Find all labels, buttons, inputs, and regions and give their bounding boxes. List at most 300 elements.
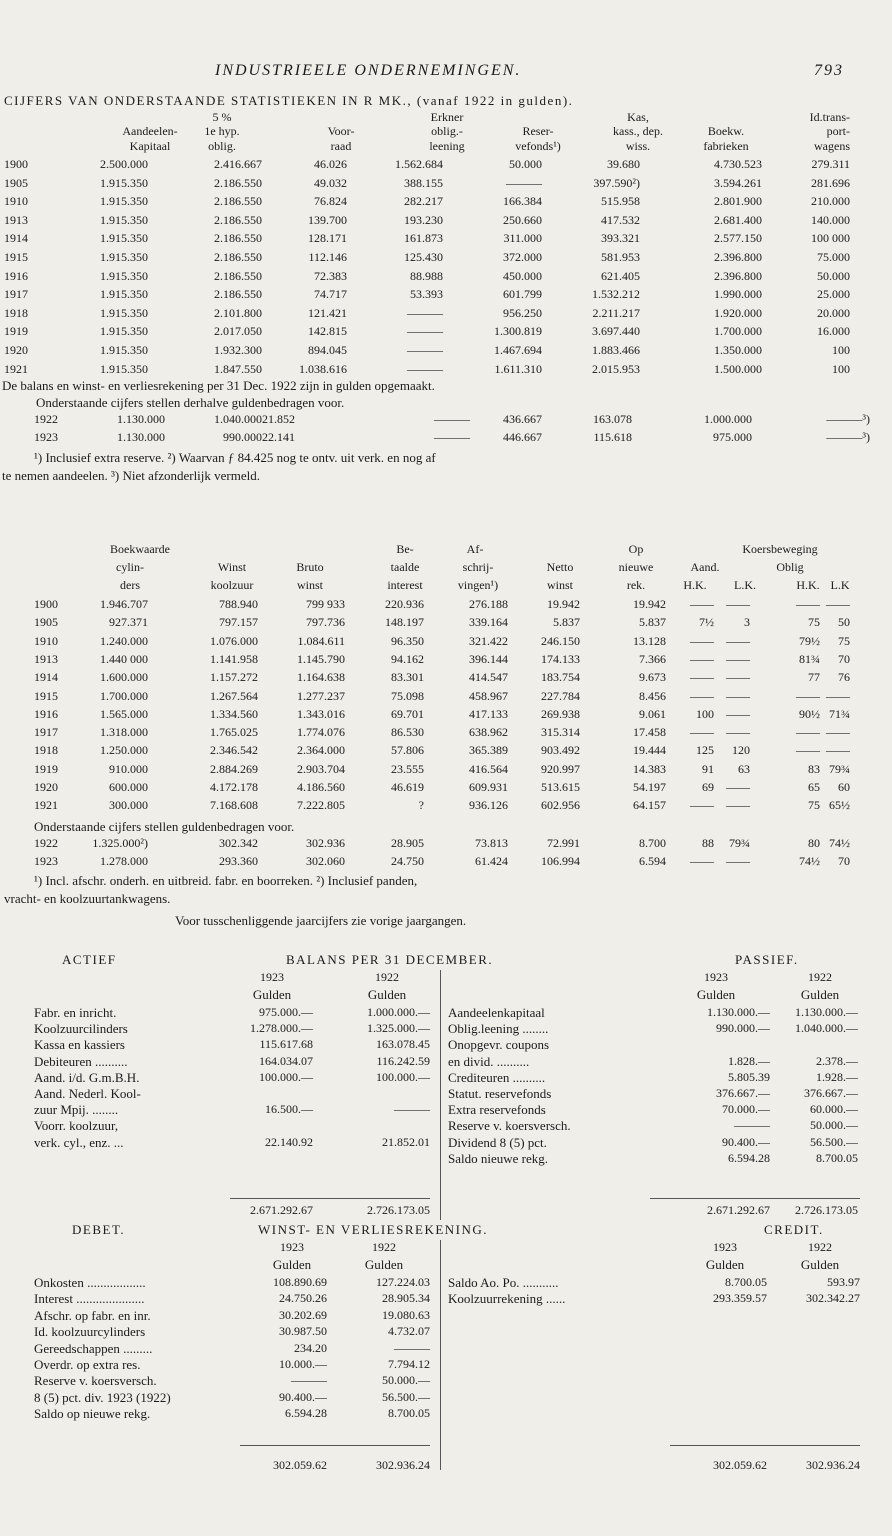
table-cell: ———	[291, 1373, 327, 1388]
row-label: Onopgevr. coupons	[448, 1037, 550, 1053]
column-header: cylin-	[116, 560, 144, 574]
table-cell: 300.000	[109, 798, 148, 813]
column-header: koolzuur	[210, 578, 254, 592]
table-cell: 276.188	[469, 597, 508, 611]
table-cell: 1.915.350	[100, 194, 148, 209]
table-cell: ——	[690, 633, 714, 648]
table-cell: 23.555	[391, 761, 424, 776]
table-cell: 3	[744, 615, 750, 630]
column-header: 1922	[375, 970, 399, 984]
table-cell: 166.384	[503, 194, 542, 209]
table-cell: 74½	[799, 854, 820, 868]
footnote: te nemen aandeelen. ³) Niet afzonderlijk vermeld.	[2, 468, 261, 483]
table-cell: 69.701	[391, 706, 424, 721]
table-cell: 7.168.608	[210, 798, 258, 813]
table-cell: 1.000.000	[704, 412, 752, 426]
table-cell: 4.186.560	[297, 780, 345, 794]
table-cell: 75	[838, 633, 850, 648]
table-cell: 22.140.92	[265, 1134, 313, 1149]
table-cell: 24.750	[391, 854, 424, 868]
table-cell: ———	[407, 343, 443, 357]
row-label: Fabr. en inricht.	[34, 1005, 117, 1020]
table-cell: 1916	[34, 706, 58, 721]
table-cell: 1918	[34, 743, 58, 758]
table-cell: 69	[702, 780, 714, 794]
table-cell: 75	[808, 798, 820, 813]
table-cell: 975.000.—	[259, 1005, 313, 1019]
table-cell: 1.164.638	[297, 670, 345, 685]
row-label: Voorr. koolzuur,	[34, 1118, 119, 1134]
table-cell: 125	[696, 743, 714, 758]
table-cell: 282.217	[404, 194, 443, 209]
table-cell: 64.157	[633, 798, 666, 813]
row-label: Oblig.leening ........	[448, 1021, 549, 1037]
table-cell: ——	[690, 688, 714, 703]
table-cell: 1.774.076	[297, 725, 345, 740]
row-label: Koolzuurrekening ......	[448, 1291, 566, 1307]
column-header: Gulden	[252, 987, 292, 1002]
table-cell: 183.754	[541, 670, 580, 685]
table-cell: 458.967	[469, 688, 508, 703]
row-label: Debiteuren ..........	[34, 1053, 128, 1069]
table-cell: ——	[726, 633, 750, 648]
table-cell: 1921	[34, 798, 58, 813]
row-label: verk. cyl., enz. ...	[34, 1134, 124, 1150]
table-cell: 108.890.69	[273, 1275, 327, 1289]
row-label: Afschr. op fabr. en inr.	[34, 1307, 151, 1323]
table-cell: 21.852	[262, 412, 295, 426]
table-cell: 910.000	[109, 761, 148, 776]
table-cell: 2.186.550	[214, 268, 262, 283]
column-header: oblig.	[208, 139, 236, 153]
table-cell: 936.126	[469, 798, 508, 813]
table-cell: 96.350	[391, 633, 424, 648]
table-cell: 1.325.000.—	[367, 1021, 430, 1036]
column-header: winst	[546, 578, 573, 592]
column-header: Kapitaal	[129, 139, 171, 153]
table-cell: 414.547	[469, 670, 508, 685]
table-cell: 1900	[4, 157, 28, 171]
table-cell: 1.130.000	[117, 412, 165, 426]
column-header: Aand.	[690, 560, 720, 574]
table-cell: 1.932.300	[214, 343, 262, 357]
table-cell: 116.242.59	[376, 1053, 430, 1068]
column-header: Gulden	[800, 987, 840, 1002]
table-cell: 22.141	[262, 430, 295, 444]
column-header: schrij-	[462, 560, 494, 574]
table-cell: 315.314	[541, 725, 580, 740]
table-cell: 19.080.63	[382, 1307, 430, 1322]
table-cell: 163.078.45	[376, 1037, 430, 1052]
table-cell: 1922	[34, 836, 58, 850]
table-cell: 80	[808, 836, 820, 850]
table-cell: 127.224.03	[376, 1275, 430, 1289]
row-label: Id. koolzuurcylinders	[34, 1324, 146, 1340]
table-cell: 148.197	[385, 615, 424, 630]
table-cell: ——	[796, 743, 820, 758]
row-label: Aand. Nederl. Kool-	[34, 1086, 141, 1101]
column-header: H.K.	[683, 578, 707, 592]
table-cell: 7.794.12	[388, 1357, 430, 1371]
table-cell: 90.400.—	[722, 1134, 770, 1149]
column-divider	[440, 1240, 441, 1470]
table-note: De balans en winst- en verliesrekening per 31 Dec. 1922 zijn in gulden opgemaakt.	[2, 378, 435, 393]
table-cell: 19.942	[633, 597, 666, 611]
column-header: 1922	[808, 1240, 832, 1254]
table-note: Onderstaande cijfers stellen derhalve guldenbedragen voor.	[36, 395, 345, 410]
table-cell: 281.696	[811, 175, 850, 190]
section-label: CREDIT.	[764, 1222, 824, 1237]
table-cell: 4.730.523	[714, 157, 762, 171]
row-label: Gereedschappen .........	[34, 1340, 153, 1356]
table-cell: 1.040.000.—	[795, 1021, 858, 1036]
table-cell: 6.594	[639, 854, 666, 868]
total-rule	[670, 1445, 860, 1446]
table-cell: 74½	[829, 836, 850, 850]
column-header: H.K.	[796, 578, 820, 592]
table-cell: 86.530	[391, 725, 424, 740]
table-cell: 125.430	[404, 250, 443, 264]
table-cell: 1.946.707	[100, 597, 148, 611]
table-cell: 1.883.466	[592, 343, 640, 357]
table-cell: 1.915.350	[100, 268, 148, 283]
table-cell: 1.130.000	[117, 430, 165, 444]
table-cell: 609.931	[469, 780, 508, 794]
table-cell: 140.000	[811, 212, 850, 227]
table-cell: ———	[394, 1340, 430, 1355]
table-cell: 302.060	[306, 854, 345, 868]
table-cell: 302.936	[306, 836, 345, 850]
table-cell: ——	[826, 743, 850, 758]
table-cell: 1.915.350	[100, 250, 148, 264]
table-cell: 227.784	[541, 688, 580, 703]
total-rule	[240, 1445, 430, 1446]
table-cell: 76	[838, 670, 850, 685]
table-cell: 6.594.28	[728, 1150, 770, 1165]
table-cell: ———	[506, 175, 542, 190]
footnote: ¹) Incl. afschr. onderh. en uitbreid. fabr. en boorreken. ²) Inclusief panden,	[34, 873, 418, 888]
table-cell: 1.267.564	[210, 688, 258, 703]
table-cell: 2.015.953	[592, 361, 640, 376]
table-cell: 990.000	[223, 430, 262, 444]
table-cell: 142.815	[308, 324, 347, 339]
table-cell: ——	[826, 597, 850, 611]
row-label: Kassa en kassiers	[34, 1037, 125, 1053]
table-cell: 956.250	[503, 305, 542, 320]
table-cell: 339.164	[469, 615, 508, 630]
column-header: taalde	[390, 560, 420, 574]
table-cell: 63	[738, 761, 750, 776]
table-cell: 106.994	[541, 854, 580, 868]
table-cell: 1.157.272	[210, 670, 258, 685]
table-cell: ———³)	[826, 430, 870, 444]
table-cell: 1922	[34, 412, 58, 426]
column-header: Gulden	[800, 1257, 840, 1272]
table-cell: 1.350.000	[714, 343, 762, 357]
table-cell: 2.101.800	[214, 305, 262, 320]
table-cell: 293.360	[219, 854, 258, 868]
table-cell: 396.144	[469, 651, 508, 666]
table-cell: 1.277.237	[297, 688, 345, 703]
table-cell: ——	[690, 651, 714, 666]
column-header: oblig.-	[431, 124, 463, 138]
table-cell: 90.400.—	[279, 1389, 327, 1404]
table-cell: 54.197	[633, 780, 666, 794]
table-cell: 210.000	[811, 194, 850, 209]
table-cell: ——	[726, 706, 750, 721]
total-value: 2.671.292.67	[250, 1203, 313, 1217]
table-cell: 100	[832, 343, 850, 357]
row-label: Dividend 8 (5) pct.	[448, 1134, 547, 1150]
total-value: 2.726.173.05	[367, 1203, 430, 1217]
table-cell: 1.318.000	[100, 725, 148, 740]
table-cell: 638.962	[469, 725, 508, 740]
table-cell: 1.532.212	[592, 287, 640, 302]
table-cell: 1.130.000.—	[707, 1005, 770, 1019]
footnote: ¹) Inclusief extra reserve. ²) Waarvan ƒ 84.425 nog te ontv. uit verk. en nog af	[34, 450, 436, 465]
table-cell: 513.615	[541, 780, 580, 794]
table-cell: 1920	[4, 343, 28, 357]
table-cell: 56.500.—	[810, 1134, 858, 1149]
table-cell: 1914	[34, 670, 58, 685]
column-header: Bruto	[296, 560, 324, 574]
table-cell: 193.230	[404, 212, 443, 227]
table-cell: 61.424	[475, 854, 508, 868]
table-cell: 1.145.790	[297, 651, 345, 666]
table-cell: 2.500.000	[100, 157, 148, 171]
table-cell: 1918	[4, 305, 28, 320]
table-cell: 65	[808, 780, 820, 794]
table-cell: 1923	[34, 854, 58, 868]
column-header: wiss.	[625, 139, 651, 153]
table-cell: 1915	[4, 250, 28, 264]
column-header: Kas,	[627, 110, 649, 124]
table-cell: 2.681.400	[714, 212, 762, 227]
row-label: Reserve v. koersversch.	[448, 1118, 571, 1134]
column-header: port-	[826, 124, 850, 138]
section-label: ACTIEF	[62, 952, 117, 967]
table-cell: 50.000	[509, 157, 542, 171]
row-label: Aand. i/d. G.m.B.H.	[34, 1069, 140, 1085]
table-cell: 1.038.616	[299, 361, 347, 376]
table-cell: 376.667.—	[716, 1086, 770, 1100]
table-cell: 797.157	[219, 615, 258, 630]
table-cell: 2.884.269	[210, 761, 258, 776]
table-cell: 20.000	[817, 305, 850, 320]
table-cell: 1.765.025	[210, 725, 258, 740]
column-header: 1e hyp.	[204, 124, 240, 138]
table-cell: ——	[726, 780, 750, 794]
table-cell: 1.700.000	[100, 688, 148, 703]
table-cell: 90½	[799, 706, 820, 721]
row-label: zuur Mpij. ........	[34, 1102, 119, 1118]
table-cell: 293.359.57	[713, 1291, 767, 1306]
footnote: Voor tusschenliggende jaarcijfers zie vorige jaargangen.	[175, 913, 467, 928]
table-cell: 21.852.01	[382, 1134, 430, 1149]
table-cell: 46.026	[314, 157, 347, 171]
table-cell: 2.017.050	[214, 324, 262, 339]
table-cell: 397.590²)	[593, 175, 640, 190]
table-cell: 220.936	[385, 597, 424, 611]
table-cell: 50	[838, 615, 850, 630]
table-cell: 1.040.000	[214, 412, 262, 426]
table-cell: 100.000.—	[376, 1069, 430, 1084]
table-cell: 365.389	[469, 743, 508, 758]
column-header: 1922	[372, 1240, 396, 1254]
row-label: Reserve v. koersversch.	[34, 1373, 157, 1389]
row-label: en divid. ..........	[448, 1053, 530, 1069]
table-cell: 1.500.000	[714, 361, 762, 376]
table-cell: 1.565.000	[100, 706, 148, 721]
table-cell: 1.915.350	[100, 212, 148, 227]
table-cell: 72.991	[547, 836, 580, 850]
column-header: Af-	[466, 542, 484, 556]
column-header: rek.	[626, 578, 646, 592]
column-header: Gulden	[696, 987, 736, 1002]
table-cell: 91	[702, 761, 714, 776]
table-cell: 376.667.—	[804, 1086, 858, 1100]
column-header: Winst	[217, 560, 247, 574]
table-cell: 1.700.000	[714, 324, 762, 339]
section-title: BALANS PER 31 DECEMBER.	[286, 952, 494, 967]
column-header: Reser-	[522, 124, 554, 138]
column-header: 1923	[704, 970, 728, 984]
table-cell: 1.000.000.—	[367, 1005, 430, 1019]
column-header: 5 %	[212, 110, 232, 124]
column-header: Voor-	[327, 124, 355, 138]
table-cell: 77	[808, 670, 820, 685]
table-cell: 279.311	[811, 157, 850, 171]
table-cell: 88.988	[410, 268, 443, 283]
table-cell: 72.383	[314, 268, 347, 283]
table-note: Onderstaande cijfers stellen guldenbedragen voor.	[34, 819, 295, 834]
section-title: WINST- EN VERLIESREKENING.	[258, 1222, 489, 1237]
table-cell: 1910	[4, 194, 28, 209]
column-header: vefonds¹)	[515, 139, 561, 153]
table-cell: 593.97	[827, 1275, 860, 1289]
table-cell: 2.186.550	[214, 231, 262, 246]
table-cell: 120	[732, 743, 750, 758]
table-cell: 1.990.000	[714, 287, 762, 302]
table-cell: 3.594.261	[714, 175, 762, 190]
table-cell: 2.186.550	[214, 212, 262, 227]
table-cell: ——	[826, 725, 850, 740]
table-cell: 5.837	[639, 615, 666, 630]
table-cell: 7.222.805	[297, 798, 345, 813]
page-number: 793	[814, 62, 844, 79]
table-cell: 2.186.550	[214, 175, 262, 190]
table-cell: 1916	[4, 268, 28, 283]
table-cell: 8.700.05	[816, 1150, 858, 1165]
row-label: Koolzuurcilinders	[34, 1021, 128, 1037]
table-cell: ——	[826, 688, 850, 703]
table-cell: 83	[808, 761, 820, 776]
table-cell: 302.342.27	[806, 1291, 860, 1306]
column-header: 1923	[713, 1240, 737, 1254]
table-cell: 393.321	[601, 231, 640, 246]
table-cell: 446.667	[503, 430, 542, 444]
table-cell: 1.440 000	[100, 651, 148, 666]
column-header: wagens	[814, 139, 850, 153]
table-cell: 79¾	[829, 761, 850, 776]
table-cell: 990.000.—	[716, 1021, 770, 1036]
table-cell: 1905	[4, 175, 28, 190]
table-cell: 79¾	[729, 836, 750, 850]
column-header: L.K.	[734, 578, 756, 592]
table-cell: ——	[726, 688, 750, 703]
table-cell: 4.172.178	[210, 780, 258, 794]
table-cell: 2.186.550	[214, 194, 262, 209]
column-header: ders	[120, 578, 140, 592]
table-cell: 2.416.667	[214, 157, 262, 171]
column-header: Oblig	[776, 560, 804, 574]
table-cell: 311.000	[503, 231, 542, 246]
table-cell: ——	[690, 725, 714, 740]
total-value: 2.726.173.05	[795, 1203, 858, 1217]
table-cell: 1.847.550	[214, 361, 262, 376]
table-cell: 9.673	[639, 670, 666, 685]
table-cell: ——	[690, 854, 714, 868]
table-cell: 2.364.000	[297, 743, 345, 758]
table-cell: 372.000	[503, 250, 542, 264]
table-cell: 88	[702, 836, 714, 850]
table-cell: 60.000.—	[810, 1102, 858, 1117]
table-cell: ———³)	[826, 412, 870, 426]
table-cell: 2.903.704	[297, 761, 345, 776]
table-cell: ——	[726, 854, 750, 868]
row-label: Saldo op nieuwe rekg.	[34, 1406, 151, 1422]
table-cell: 788.940	[219, 597, 258, 611]
table-cell: 139.700	[308, 212, 347, 227]
table-cell: 1.915.350	[100, 324, 148, 339]
table-cell: 174.133	[541, 651, 580, 666]
column-header: leening	[429, 139, 465, 153]
table-cell: 2.577.150	[714, 231, 762, 246]
table-cell: 30.987.50	[279, 1324, 327, 1339]
total-value: 302.059.62	[713, 1458, 767, 1472]
table-cell: ——	[726, 798, 750, 813]
table-cell: 1913	[4, 212, 28, 227]
column-header: nieuwe	[618, 560, 654, 574]
table-cell: 7½	[699, 615, 714, 630]
column-header: Gulden	[367, 987, 407, 1002]
table-cell: 1.076.000	[210, 633, 258, 648]
column-header: Koersbeweging	[742, 542, 818, 556]
table-cell: ——	[726, 651, 750, 666]
table-cell: 2.211.217	[592, 305, 640, 320]
table-cell: 302.342	[219, 836, 258, 850]
table-cell: 581.953	[601, 250, 640, 264]
table-cell: ——	[796, 597, 820, 611]
table-cell: 975.000	[713, 430, 752, 444]
column-header: Boekw.	[707, 124, 745, 138]
table-cell: 1.828.—	[728, 1053, 770, 1068]
table-cell: 75.098	[391, 688, 424, 703]
column-header: Be-	[396, 542, 414, 556]
table-cell: 83.301	[391, 670, 424, 685]
table-cell: 436.667	[503, 412, 542, 426]
table-cell: 1919	[34, 761, 58, 776]
table-cell: 71¾	[829, 706, 850, 721]
table-cell: 100	[832, 361, 850, 376]
table-cell: 269.938	[541, 706, 580, 721]
total-value: 302.936.24	[376, 1458, 430, 1472]
table-cell: 1.928.—	[816, 1069, 858, 1084]
table-cell: 1920	[34, 780, 58, 794]
table-cell: 1.278.000	[100, 854, 148, 868]
table-cell: 19.444	[633, 743, 666, 758]
row-label: Extra reservefonds	[448, 1102, 546, 1118]
